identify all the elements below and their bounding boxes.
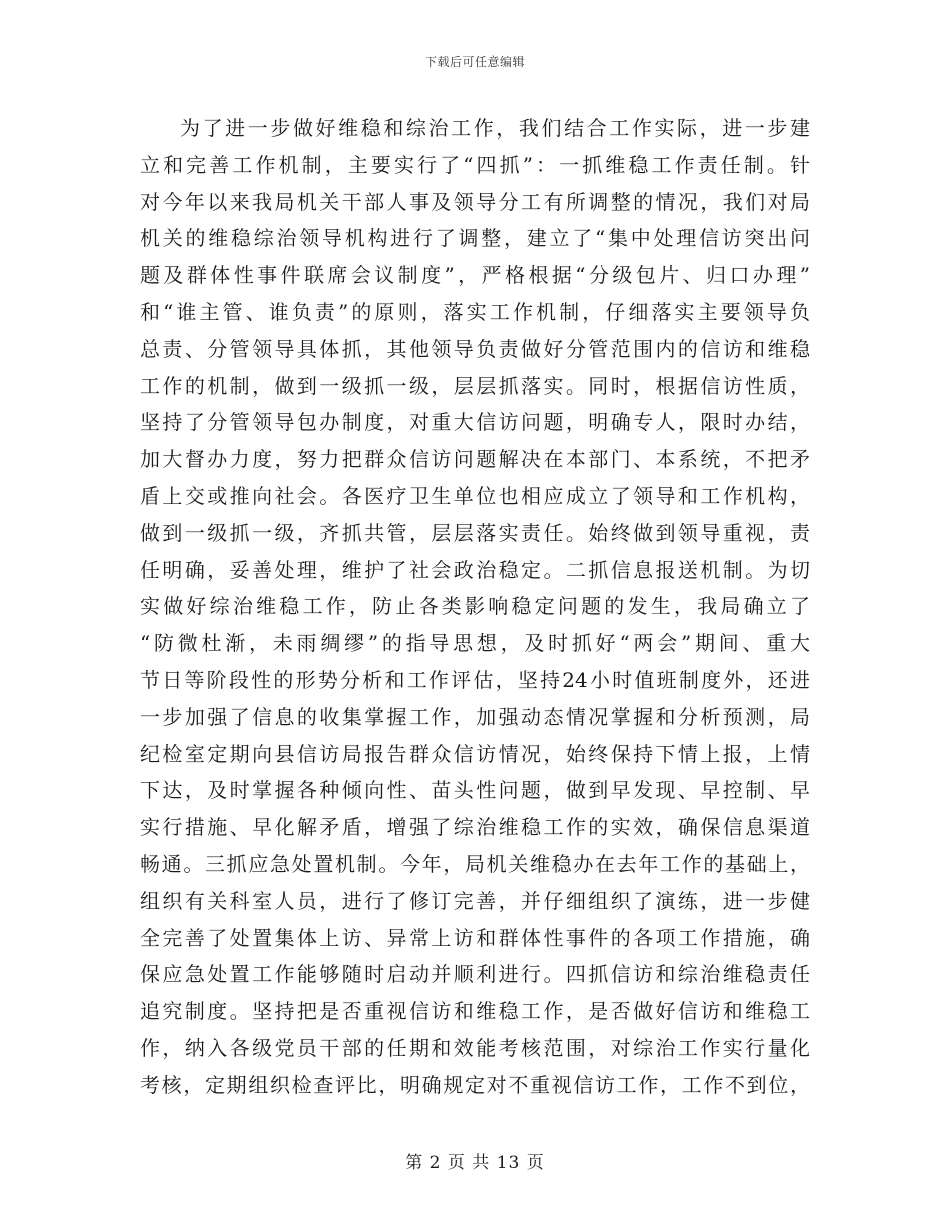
body-line: 考核，定期组织检查评比，明确规定对不重视信访工作，工作不到位， bbox=[140, 1072, 810, 1097]
page-header-note: 下载后可任意编辑 bbox=[424, 55, 525, 69]
body-line: 实行措施、早化解矛盾，增强了综治维稳工作的实效，确保信息渠道 bbox=[140, 815, 810, 840]
document-body bbox=[140, 110, 810, 1104]
body-line: 盾上交或推向社会。各医疗卫生单位也相应成立了领导和工作机构， bbox=[140, 483, 810, 508]
body-line: 任明确，妥善处理，维护了社会政治稳定。二抓信息报送机制。为切 bbox=[140, 557, 810, 582]
body-line: 做到一级抓一级，齐抓共管，层层落实责任。始终做到领导重视，责 bbox=[140, 520, 810, 545]
body-line: 加大督办力度，努力把群众信访问题解决在本部门、本系统，不把矛 bbox=[140, 447, 810, 472]
body-line: 节日等阶段性的形势分析和工作评估，坚持24小时值班制度外，还进 bbox=[140, 667, 810, 692]
page-number: 第 2 页 共 13 页 bbox=[405, 1153, 545, 1173]
body-line: 对今年以来我局机关干部人事及领导分工有所调整的情况，我们对局 bbox=[140, 189, 810, 214]
body-line: 总责、分管领导具体抓，其他领导负责做好分管范围内的信访和维稳 bbox=[140, 336, 810, 361]
body-line: 工作的机制，做到一级抓一级，层层抓落实。同时，根据信访性质， bbox=[140, 373, 810, 398]
body-line: 作，纳入各级党员干部的任期和效能考核范围，对综治工作实行量化 bbox=[140, 1035, 810, 1060]
body-line: 组织有关科室人员，进行了修订完善，并仔细组织了演练，进一步健 bbox=[140, 888, 810, 913]
body-line: 全完善了处置集体上访、异常上访和群体性事件的各项工作措施，确 bbox=[140, 925, 810, 950]
body-line: 立和完善工作机制，主要实行了“四抓”：一抓维稳工作责任制。针 bbox=[140, 152, 810, 177]
body-line: 为了进一步做好维稳和综治工作，我们结合工作实际，进一步建 bbox=[180, 116, 810, 140]
body-line: 实做好综治维稳工作，防止各类影响稳定问题的发生，我局确立了 bbox=[140, 594, 810, 619]
body-line: 题及群体性事件联席会议制度”，严格根据“分级包片、归口办理” bbox=[140, 263, 810, 288]
body-line: 机关的维稳综治领导机构进行了调整，建立了“集中处理信访突出问 bbox=[140, 226, 810, 251]
body-line: 一步加强了信息的收集掌握工作，加强动态情况掌握和分析预测，局 bbox=[140, 704, 810, 729]
body-line: “防微杜渐，未雨绸缪”的指导思想，及时抓好“两会”期间、重大 bbox=[140, 631, 810, 656]
body-line: 下达，及时掌握各种倾向性、苗头性问题，做到早发现、早控制、早 bbox=[140, 778, 810, 803]
body-line: 坚持了分管领导包办制度，对重大信访问题，明确专人，限时办结， bbox=[140, 410, 810, 435]
body-line: 纪检室定期向县信访局报告群众信访情况，始终保持下情上报，上情 bbox=[140, 741, 810, 766]
body-line: 和“谁主管、谁负责”的原则，落实工作机制，仔细落实主要领导负 bbox=[140, 299, 810, 324]
body-line: 追究制度。坚持把是否重视信访和维稳工作，是否做好信访和维稳工 bbox=[140, 999, 810, 1024]
body-line: 保应急处置工作能够随时启动并顺利进行。四抓信访和综治维稳责任 bbox=[140, 962, 810, 987]
body-line: 畅通。三抓应急处置机制。今年，局机关维稳办在去年工作的基础上， bbox=[140, 851, 810, 876]
